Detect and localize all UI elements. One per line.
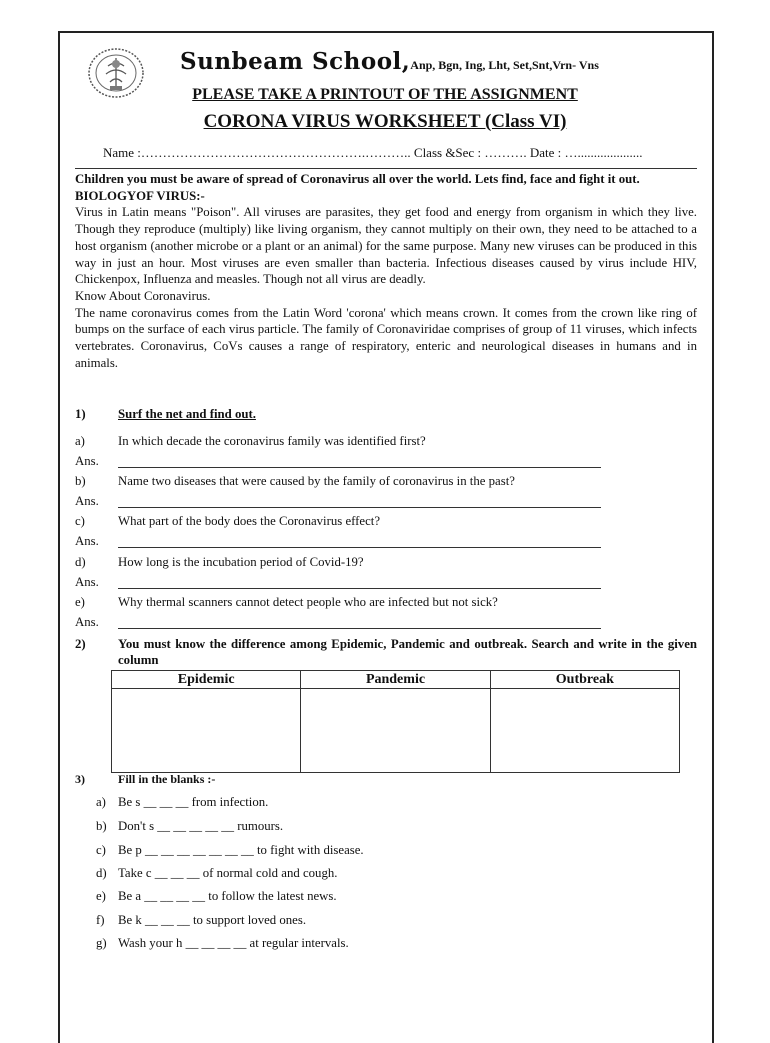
- fill-blank-b[interactable]: b) Don't s __ __ __ __ __ rumours.: [96, 819, 284, 833]
- answer-label: Ans.: [75, 534, 99, 548]
- fill-blank-g[interactable]: g) Wash your h __ __ __ __ at regular intervals.: [96, 936, 349, 950]
- know-text: The name coronavirus comes from the Latin Word 'corona' which means crown. It comes from the crown like ring of bumps on the surface of each virus particle. The family of Coronaviridae comprises of group of 11 viruses, which infects vertebrates. Coronavirus, CoVs causes a range of respiratory, enteric and neurological diseases in humans and in animals.: [75, 305, 697, 370]
- worksheet-title: CORONA VIRUS WORKSHEET (Class VI): [203, 111, 567, 132]
- school-name: Sunbeam School,: [180, 48, 411, 75]
- answer-label: Ans.: [75, 615, 99, 629]
- answer-line-1d[interactable]: [118, 588, 601, 589]
- question-1b: b) Name two diseases that were caused by the family of coronavirus in the past?: [75, 474, 515, 488]
- header-divider: [75, 168, 697, 169]
- question-1a: a) In which decade the coronavirus family was identified first?: [75, 434, 426, 448]
- cell-outbreak[interactable]: [490, 689, 679, 773]
- question-1-title: Surf the net and find out.: [118, 407, 256, 421]
- question-1e: e) Why thermal scanners cannot detect people who are infected but not sick?: [75, 595, 498, 609]
- answer-label: Ans.: [75, 494, 99, 508]
- cell-epidemic[interactable]: [112, 689, 301, 773]
- fill-blank-a[interactable]: a) Be s __ __ __ from infection.: [96, 795, 269, 809]
- biology-heading: BIOLOGYOF VIRUS:-: [75, 188, 205, 203]
- name-class-date-line: Name :…………………………………………….……….. Class &Sec : ………. Date : …....................: [103, 145, 643, 160]
- answer-line-1c[interactable]: [118, 547, 601, 548]
- answer-line-1b[interactable]: [118, 507, 601, 508]
- printout-notice: PLEASE TAKE A PRINTOUT OF THE ASSIGNMENT: [192, 86, 578, 103]
- intro-lead: Children you must be aware of spread of Coronavirus all over the world. Lets find, face and fight it out.: [75, 172, 640, 186]
- biology-text: Virus in Latin means "Poison". All viruses are parasites, they get food and energy from organism in which they live. Though they reproduce (multiply) like living organism, they cannot multiply on their own, they need to be attached to a host organism (another microbe or a plant or an animal) for the same purpose. Many new viruses can be produced in this way in just an hour. Most viruses are even smaller than bacteria. Infectious diseases caused by virus include HIV, Chickenpox, Influenza and measles. Though not all virus are deadly.: [75, 205, 697, 287]
- question-1c: c) What part of the body does the Coronavirus effect?: [75, 514, 381, 528]
- question-1-heading: 1) Surf the net and find out.: [75, 407, 256, 421]
- intro-section: [75, 171, 697, 371]
- column-pandemic: Pandemic: [301, 671, 490, 689]
- question-2-text: You must know the difference among Epidemic, Pandemic and outbreak. Search and write in the given column: [118, 637, 697, 667]
- answer-label: Ans.: [75, 454, 99, 468]
- question-1d: d) How long is the incubation period of Covid-19?: [75, 555, 364, 569]
- answer-line-1e[interactable]: [118, 628, 601, 629]
- answer-line-1a[interactable]: [118, 467, 601, 468]
- difference-table: [111, 670, 680, 773]
- answer-label: Ans.: [75, 575, 99, 589]
- fill-blank-f[interactable]: f) Be k __ __ __ to support loved ones.: [96, 913, 307, 927]
- cell-pandemic[interactable]: [301, 689, 490, 773]
- school-header: [180, 48, 599, 75]
- fill-blank-e[interactable]: e) Be a __ __ __ __ to follow the latest news.: [96, 889, 337, 903]
- fill-blank-c[interactable]: c) Be p __ __ __ __ __ __ __ to fight with disease.: [96, 843, 364, 857]
- column-epidemic: Epidemic: [112, 671, 301, 689]
- fill-blank-d[interactable]: d) Take c __ __ __ of normal cold and cough.: [96, 866, 338, 880]
- know-heading: Know About Coronavirus.: [75, 288, 211, 303]
- question-3-title: Fill in the blanks :-: [118, 772, 216, 786]
- question-3-heading: 3) Fill in the blanks :-: [75, 772, 216, 786]
- column-outbreak: Outbreak: [490, 671, 679, 689]
- school-branches: Anp, Bgn, Ing, Lht, Set,Snt,Vrn- Vns: [410, 58, 599, 72]
